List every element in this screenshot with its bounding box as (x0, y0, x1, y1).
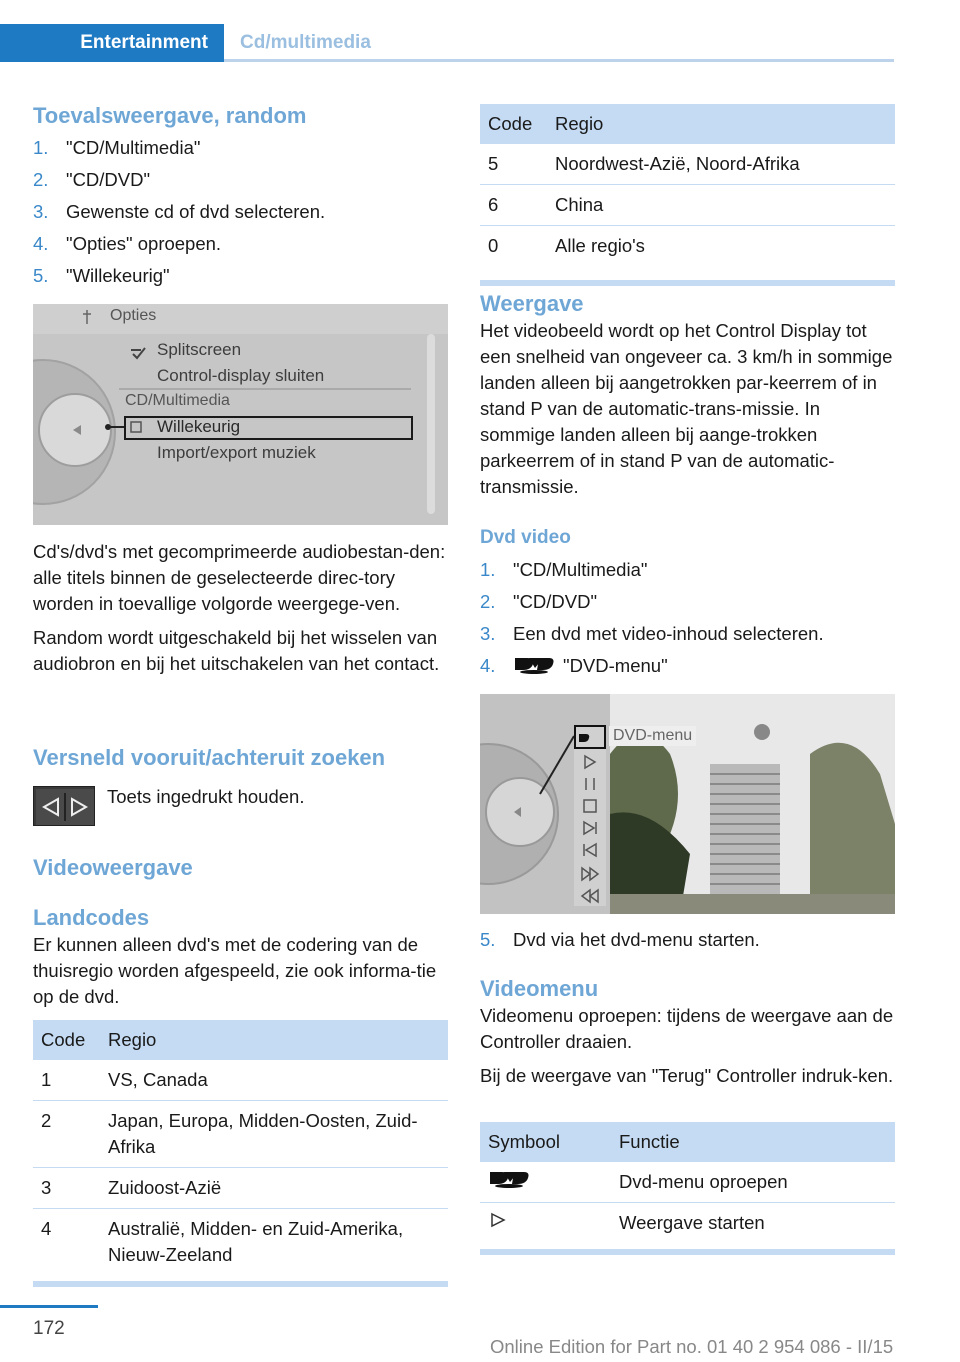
options-screen-image (33, 304, 448, 525)
region-table-1 (33, 1020, 448, 1287)
random-heading: Toevalsweergave, random (33, 103, 307, 128)
menu-item-control-display: Control-display sluiten (157, 366, 325, 385)
dvd-step-5 (480, 924, 895, 956)
col-header-code: Code (33, 1020, 100, 1060)
playback-section (480, 290, 895, 500)
list-item: 1. "CD/Multimedia" (33, 137, 201, 158)
table-row: Weergave starten (480, 1203, 895, 1244)
left-column (33, 102, 448, 292)
videomenu-heading: Videomenu (480, 976, 599, 1001)
options-screen-art (33, 304, 448, 525)
seek-button-icon (33, 786, 95, 826)
playback-text: Het videobeeld wordt op het Control Display tot een snelheid van ongeveer ca. 3 km/h in sommige landen alleen bij aangetrokken par-keerrem of in stand P van de automatic-trans-missie. In sommige landen alleen bij aange-trokken parkeerrem of in stand P van de automatic-transmissie. (480, 320, 893, 497)
edition-note: Online Edition for Part no. 01 40 2 954 086 - II/15 (490, 1336, 894, 1357)
seek-text: Toets ingedrukt houden. (107, 786, 305, 807)
list-item: 2. "CD/DVD" (480, 591, 598, 612)
landcodes-text: Er kunnen alleen dvd's met de codering van de thuisregio worden afgespeeld, zie ook informa-tie op de dvd. (33, 934, 437, 1007)
col-header-function: Functie (611, 1122, 895, 1162)
symbol-table (480, 1122, 895, 1255)
list-item: 4. "Opties" oproepen. (33, 233, 222, 254)
col-header-region: Regio (100, 1020, 448, 1060)
list-item: 4. "DVD-menu" (480, 655, 668, 676)
tab-entertainment[interactable]: Entertainment (0, 24, 224, 62)
table-row: 5 Noordwest-Azië, Noord-Afrika (480, 144, 895, 185)
video-section (33, 854, 448, 1010)
table-row: 1 VS, Canada (33, 1060, 448, 1101)
videomenu-text-1: Videomenu oproepen: tijdens de weergave aan de Controller draaien. (480, 1005, 894, 1052)
col-header-region: Regio (547, 104, 895, 144)
menu-item-splitscreen: Splitscreen (157, 340, 242, 359)
table-row: Dvd-menu oproepen (480, 1162, 895, 1203)
page-number: 172 (33, 1318, 65, 1339)
dvd-logo-icon (488, 1170, 530, 1188)
playback-heading: Weergave (480, 291, 584, 316)
videomenu-text-2: Bij de weergave van "Terug" Controller indruk-ken. (480, 1065, 894, 1086)
options-title: Opties (110, 307, 157, 324)
dvd-menu-label: DVD-menu (609, 726, 696, 746)
dvd-heading: Dvd video (480, 527, 571, 548)
list-item: 1. "CD/Multimedia" (480, 559, 648, 580)
dvd-section (480, 526, 895, 682)
play-icon (488, 1211, 508, 1229)
page-header (0, 0, 894, 62)
dvd-menu-screen-image (480, 694, 895, 914)
table-row: 0 Alle regio's (488, 235, 645, 256)
table-row: 4 Australië, Midden- en Zuid-Amerika, Nieuw-Zeeland (41, 1218, 404, 1265)
video-heading: Videoweergave (33, 855, 193, 880)
list-item: 3. Gewenste cd of dvd selecteren. (33, 201, 326, 222)
col-header-symbol: Symbool (480, 1122, 611, 1162)
table-end-bar (480, 1249, 895, 1255)
list-item: 3. Een dvd met video-inhoud selecteren. (480, 623, 824, 644)
seek-arrows-icon (34, 787, 96, 827)
random-paragraph-2: Random wordt uitgeschakeld bij het wisselen van audiobron en bij het uitschakelen van het contact. (33, 627, 440, 674)
menu-item-import-export: Import/export muziek (157, 443, 316, 462)
random-steps (33, 132, 448, 292)
table-row: 3 Zuidoost-Azië (33, 1168, 448, 1209)
random-text (33, 539, 448, 677)
footer-rule (0, 1305, 98, 1308)
seek-section (33, 744, 448, 807)
list-item: 2. "CD/DVD" (33, 169, 151, 190)
landcodes-heading: Landcodes (33, 905, 150, 930)
table-row: 6 China (480, 185, 895, 226)
dvd-steps (480, 554, 895, 682)
menu-section-cd-multimedia: CD/Multimedia (125, 392, 230, 409)
list-item: 5. Dvd via het dvd-menu starten. (480, 929, 760, 950)
tab-cd-multimedia[interactable]: Cd/multimedia (224, 24, 894, 62)
table-end-bar (480, 280, 895, 286)
region-table-2 (480, 104, 895, 286)
videomenu-section (480, 975, 895, 1089)
seek-heading: Versneld vooruit/achteruit zoeken (33, 745, 386, 770)
menu-item-willekeurig: Willekeurig (157, 417, 241, 436)
table-row: 2 Japan, Europa, Midden-Oosten, Zuid-Afrika (33, 1101, 448, 1168)
col-header-code: Code (480, 104, 547, 144)
list-item: 5. "Willekeurig" (33, 265, 170, 286)
random-paragraph-1: Cd's/dvd's met gecomprimeerde audiobestan-den: alle titels binnen de geselecteerde direc-tory worden in toevallige volgorde weergege-ven. (33, 541, 446, 614)
table-end-bar (33, 1281, 448, 1287)
dvd-logo-icon (513, 656, 555, 674)
